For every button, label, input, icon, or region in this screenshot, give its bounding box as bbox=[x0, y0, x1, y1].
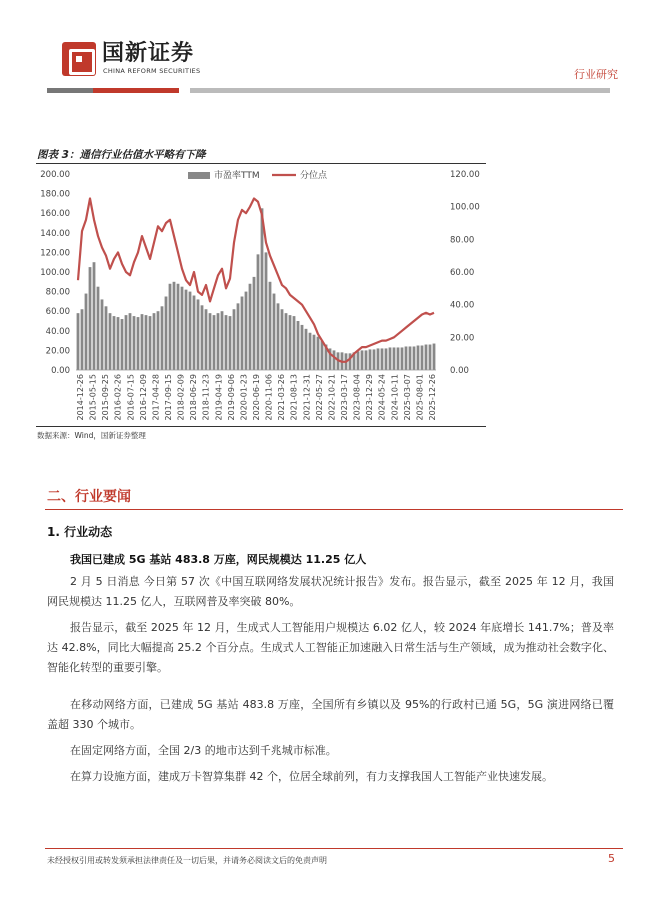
section-title: 二、行业要闻 bbox=[47, 489, 131, 505]
footer-rule bbox=[45, 848, 623, 849]
y-right-tick-label: 120.00 bbox=[450, 170, 480, 180]
figure-bottom-rule bbox=[36, 426, 486, 427]
bar bbox=[269, 282, 272, 370]
page-number: 5 bbox=[608, 852, 615, 865]
header-bar-red bbox=[93, 88, 179, 93]
bar bbox=[377, 348, 380, 370]
y-left-tick-label: 200.00 bbox=[40, 170, 70, 180]
bar bbox=[425, 345, 428, 370]
x-tick-label: 2023-12-29 bbox=[365, 374, 375, 421]
bar bbox=[309, 333, 312, 370]
bar bbox=[85, 294, 88, 370]
bar bbox=[117, 317, 120, 370]
bar bbox=[241, 297, 244, 371]
bar bbox=[405, 346, 408, 370]
bar bbox=[421, 346, 424, 371]
logo-english-name: CHINA REFORM SECURITIES bbox=[103, 67, 201, 75]
bar bbox=[245, 292, 248, 370]
y-left-tick-label: 160.00 bbox=[40, 209, 70, 220]
bar bbox=[277, 303, 280, 370]
y-right-tick-label: 40.00 bbox=[450, 300, 475, 311]
bar bbox=[281, 309, 284, 370]
valuation-chart bbox=[36, 164, 486, 426]
bar bbox=[361, 350, 364, 370]
bar bbox=[193, 296, 196, 370]
legend-bar-label: 市盈率TTM bbox=[214, 171, 260, 181]
bar bbox=[181, 287, 184, 370]
bar bbox=[169, 284, 172, 370]
logo-chinese-name: 国新证券 bbox=[102, 41, 195, 66]
bar bbox=[157, 311, 160, 370]
paragraph: 2 月 5 日消息 今日第 57 次《中国互联网络发展状况统计报告》发布。报告显示，截至 2025 年 12 月，我国网民规模达 11.25 亿人，互联网普及率突破 80%。 bbox=[47, 575, 614, 608]
bar bbox=[373, 349, 376, 370]
bar bbox=[101, 299, 104, 370]
y-left-tick-label: 100.00 bbox=[40, 268, 70, 278]
x-tick-label: 2024-10-11 bbox=[390, 374, 400, 421]
y-left-tick-label: 60.00 bbox=[45, 307, 70, 318]
y-right-tick-label: 80.00 bbox=[450, 235, 475, 246]
bar bbox=[417, 346, 420, 371]
y-right-tick-label: 60.00 bbox=[450, 268, 475, 278]
bar bbox=[429, 345, 432, 370]
y-left-tick-label: 120.00 bbox=[40, 248, 70, 259]
y-left-tick-label: 80.00 bbox=[45, 287, 70, 298]
bar bbox=[133, 316, 136, 370]
x-tick-label: 2020-11-06 bbox=[264, 374, 274, 421]
x-tick-label: 2019-04-19 bbox=[214, 374, 224, 421]
x-tick-label: 2021-03-26 bbox=[277, 374, 287, 421]
bar bbox=[401, 347, 404, 370]
figure-title: 图表 3：通信行业估值水平略有下降 bbox=[37, 149, 206, 161]
bar bbox=[89, 267, 92, 370]
y-left-tick-label: 40.00 bbox=[45, 326, 70, 337]
bar bbox=[217, 313, 220, 370]
x-tick-label: 2020-06-19 bbox=[252, 374, 261, 421]
bar bbox=[333, 350, 336, 370]
x-tick-label: 2019-09-06 bbox=[226, 374, 236, 421]
bar bbox=[185, 290, 188, 370]
bar bbox=[389, 347, 392, 370]
y-left-tick-label: 20.00 bbox=[45, 346, 70, 357]
bar bbox=[81, 309, 84, 370]
bar bbox=[77, 313, 80, 370]
bar bbox=[369, 349, 372, 370]
bar bbox=[225, 315, 228, 370]
figure-source: 数据来源：Wind，国新证券整理 bbox=[37, 431, 146, 440]
bar bbox=[109, 313, 112, 370]
bar bbox=[261, 208, 264, 370]
bar bbox=[121, 319, 124, 370]
bar bbox=[301, 325, 304, 370]
paragraph: 报告显示，截至 2025 年 12 月，生成式人工智能用户规模达 6.02 亿人，较 2024 年底增长 141.7%；普及率达 42.8%，同比大幅提高 25.2 个百分点。生成式人工智能正加速融入日常生活与生产领域，成为推动社会数字化、智能化转型的重要引擎。 bbox=[47, 621, 614, 674]
bar bbox=[161, 306, 164, 370]
bar bbox=[253, 277, 256, 370]
x-tick-label: 2014-12-26 bbox=[76, 374, 85, 421]
bar bbox=[393, 347, 396, 370]
y-left-tick-label: 0.00 bbox=[51, 366, 70, 376]
bar bbox=[249, 284, 252, 370]
bar bbox=[289, 315, 292, 370]
x-tick-label: 2024-05-24 bbox=[377, 374, 387, 421]
subsection-title: 1. 行业动态 bbox=[47, 525, 113, 539]
y-left-tick-label: 140.00 bbox=[40, 228, 70, 239]
bar bbox=[129, 313, 132, 370]
company-logo bbox=[62, 42, 212, 78]
x-tick-label: 2018-06-29 bbox=[189, 374, 199, 421]
bar bbox=[113, 316, 116, 370]
bar bbox=[93, 262, 96, 370]
bar bbox=[209, 313, 212, 370]
logo-mark-icon bbox=[62, 42, 96, 76]
bar bbox=[229, 316, 232, 370]
y-right-tick-label: 0.00 bbox=[450, 366, 469, 376]
x-tick-label: 2023-08-04 bbox=[352, 374, 362, 421]
bar bbox=[413, 346, 416, 370]
bar bbox=[173, 282, 176, 370]
paragraph: 在移动网络方面，已建成 5G 基站 483.8 万座，全国所有乡镇以及 95%的行政村已通 5G，5G 演进网络已覆盖超 330 个城市。 bbox=[47, 698, 614, 731]
bar bbox=[273, 294, 276, 370]
bar bbox=[297, 321, 300, 370]
x-tick-label: 2015-09-25 bbox=[101, 374, 111, 421]
section-rule bbox=[45, 509, 623, 510]
bar bbox=[313, 335, 316, 370]
news-headline: 我国已建成 5G 基站 483.8 万座，网民规模达 11.25 亿人 bbox=[70, 553, 367, 566]
bar bbox=[141, 314, 144, 370]
x-tick-label: 2016-12-09 bbox=[138, 374, 148, 421]
bar bbox=[105, 306, 108, 370]
x-tick-label: 2017-04-28 bbox=[151, 374, 161, 421]
bar bbox=[397, 347, 400, 370]
bar bbox=[137, 317, 140, 370]
bar bbox=[177, 284, 180, 370]
bar bbox=[197, 299, 200, 370]
bar bbox=[189, 292, 192, 370]
bar bbox=[257, 254, 260, 370]
x-tick-label: 2018-11-23 bbox=[201, 374, 211, 421]
x-tick-label: 2018-02-09 bbox=[176, 374, 186, 421]
paragraph: 在算力设施方面，建成万卡智算集群 42 个，位居全球前列，有力支撑我国人工智能产业快速发展。 bbox=[70, 770, 553, 783]
y-left-tick-label: 180.00 bbox=[40, 189, 70, 200]
bar bbox=[321, 341, 324, 370]
legend-line-label: 分位点 bbox=[300, 171, 328, 181]
x-tick-label: 2020-01-23 bbox=[239, 374, 249, 421]
x-tick-label: 2022-10-21 bbox=[327, 374, 337, 421]
x-tick-label: 2025-08-01 bbox=[415, 374, 425, 421]
bar bbox=[381, 348, 384, 370]
bar bbox=[149, 316, 152, 370]
legend-bar-swatch bbox=[188, 172, 210, 179]
x-tick-label: 2022-05-27 bbox=[314, 374, 324, 421]
bar bbox=[265, 252, 268, 370]
header-bar-dark bbox=[47, 88, 93, 93]
x-tick-label: 2025-03-07 bbox=[402, 374, 412, 421]
x-tick-label: 2023-03-17 bbox=[340, 374, 349, 421]
bar bbox=[221, 311, 224, 370]
bar bbox=[97, 287, 100, 370]
bar bbox=[125, 315, 128, 370]
x-tick-label: 2017-09-15 bbox=[164, 374, 173, 421]
x-tick-label: 2016-07-15 bbox=[126, 374, 136, 421]
x-tick-label: 2021-08-13 bbox=[289, 374, 299, 421]
bar bbox=[317, 337, 320, 370]
bar bbox=[385, 348, 388, 370]
bar bbox=[233, 309, 236, 370]
bar bbox=[293, 316, 296, 370]
bar bbox=[145, 315, 148, 370]
bar bbox=[357, 351, 360, 370]
bar bbox=[201, 305, 204, 370]
x-tick-label: 2021-12-31 bbox=[302, 374, 312, 421]
bar bbox=[285, 313, 288, 370]
bar bbox=[409, 346, 412, 370]
bar bbox=[365, 350, 368, 370]
bar bbox=[237, 303, 240, 370]
footer-disclaimer: 未经授权引用或转发须承担法律责任及一切后果，并请务必阅读文后的免责声明 bbox=[47, 856, 327, 865]
bar bbox=[205, 309, 208, 370]
report-category: 行业研究 bbox=[574, 68, 618, 81]
x-tick-label: 2025-12-26 bbox=[428, 374, 437, 421]
bar bbox=[433, 344, 436, 370]
paragraph: 在固定网络方面，全国 2/3 的地市达到千兆城市标准。 bbox=[70, 744, 337, 757]
bar bbox=[305, 329, 308, 370]
bar bbox=[165, 297, 168, 371]
bar bbox=[153, 313, 156, 370]
x-tick-label: 2016-02-26 bbox=[113, 374, 123, 421]
y-right-tick-label: 20.00 bbox=[450, 333, 475, 344]
bar bbox=[213, 315, 216, 370]
x-tick-label: 2015-05-15 bbox=[88, 374, 98, 421]
y-right-tick-label: 100.00 bbox=[450, 202, 480, 213]
header-bar-light bbox=[190, 88, 610, 93]
